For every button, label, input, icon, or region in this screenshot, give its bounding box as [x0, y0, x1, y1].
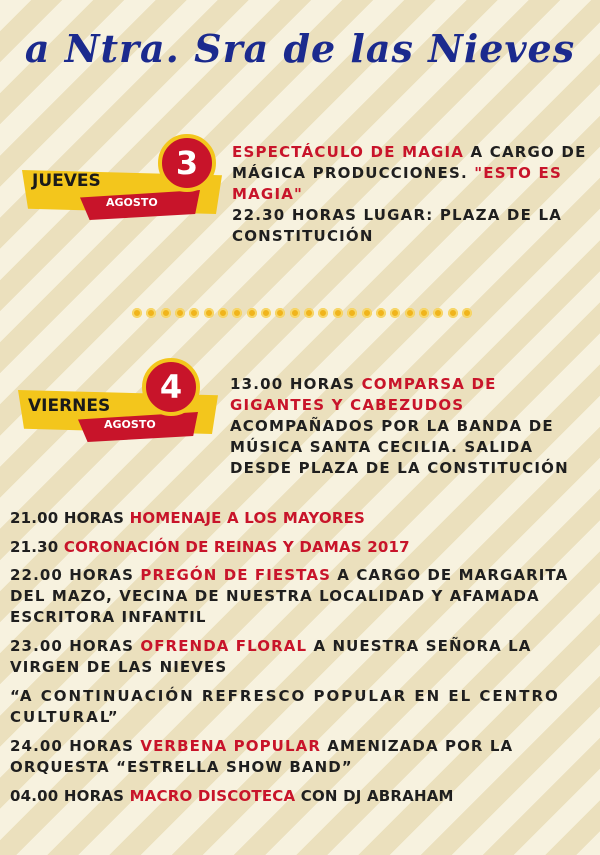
schedule-item	[10, 508, 590, 529]
schedule-item	[10, 636, 590, 678]
day-badge-viernes	[14, 362, 224, 472]
event-comparsa	[230, 374, 590, 479]
schedule-time: 04.00 HORAS	[10, 787, 130, 805]
schedule-time: 22.00 HORAS	[10, 566, 141, 584]
schedule-item	[10, 786, 590, 807]
month-name: AGOSTO	[106, 196, 158, 209]
event-highlight: COMPARSA DE GIGANTES Y CABEZUDOS	[230, 375, 497, 414]
dotted-divider	[132, 304, 472, 322]
day-number: 3	[158, 134, 216, 192]
event-highlight: ESPECTÁCULO DE MAGIA	[232, 143, 465, 161]
event-time-place: 22.30 HORAS LUGAR: PLAZA DE LA CONSTITUCIÓN	[232, 206, 563, 245]
schedule-highlight: CORONACIÓN DE REINAS Y DAMAS 2017	[63, 538, 410, 556]
schedule-time: 21.00 HORAS	[10, 509, 130, 527]
event-magia	[232, 142, 590, 247]
event-text: ACOMPAÑADOS POR LA BANDA DE MÚSICA SANTA CECILIA. SALIDA DESDE PLAZA DE LA CONSTITUCIÓN	[230, 417, 569, 477]
schedule-text: CON DJ ABRAHAM	[295, 787, 454, 805]
month-name: AGOSTO	[104, 418, 156, 431]
schedule-item	[10, 537, 590, 558]
day-badge-jueves	[18, 138, 228, 248]
schedule-text: A CARGO DE MARGARITA DEL MAZO, VECINA DE NUESTRA LOCALIDAD Y AFAMADA ESCRITORA INFANTIL	[10, 566, 569, 626]
schedule-highlight: MACRO DISCOTECA	[129, 787, 296, 805]
day-name: VIERNES	[28, 396, 111, 416]
schedule-highlight: HOMENAJE A LOS MAYORES	[129, 509, 366, 527]
schedule-item	[10, 686, 590, 728]
page-title: a Ntra. Sra de las Nieves	[24, 26, 576, 71]
schedule-time: 21.30	[10, 538, 64, 556]
schedule-highlight: VERBENA POPULAR	[140, 737, 321, 755]
day-name: JUEVES	[32, 171, 101, 191]
schedule-item	[10, 736, 590, 778]
schedule-highlight: PREGÓN DE FIESTAS	[140, 566, 331, 584]
schedule-highlight: OFRENDA FLORAL	[140, 637, 308, 655]
schedule-time: 23.00 HORAS	[10, 637, 141, 655]
schedule-text: “A CONTINUACIÓN REFRESCO POPULAR EN EL CENTRO CULTURAL”	[10, 687, 560, 726]
event-highlight-2: "ESTO ES MAGIA"	[232, 164, 563, 203]
schedule-item	[10, 565, 590, 628]
schedule-time: 24.00 HORAS	[10, 737, 141, 755]
event-time: 13.00 HORAS	[230, 375, 362, 393]
schedule-text: A NUESTRA SEÑORA LA VIRGEN DE LAS NIEVES	[10, 637, 532, 676]
schedule-text: AMENIZADA POR LA ORQUESTA “ESTRELLA SHOW BAND”	[10, 737, 514, 776]
event-text: A CARGO DE MÁGICA PRODUCCIONES.	[232, 143, 587, 182]
day-number: 4	[142, 358, 200, 416]
